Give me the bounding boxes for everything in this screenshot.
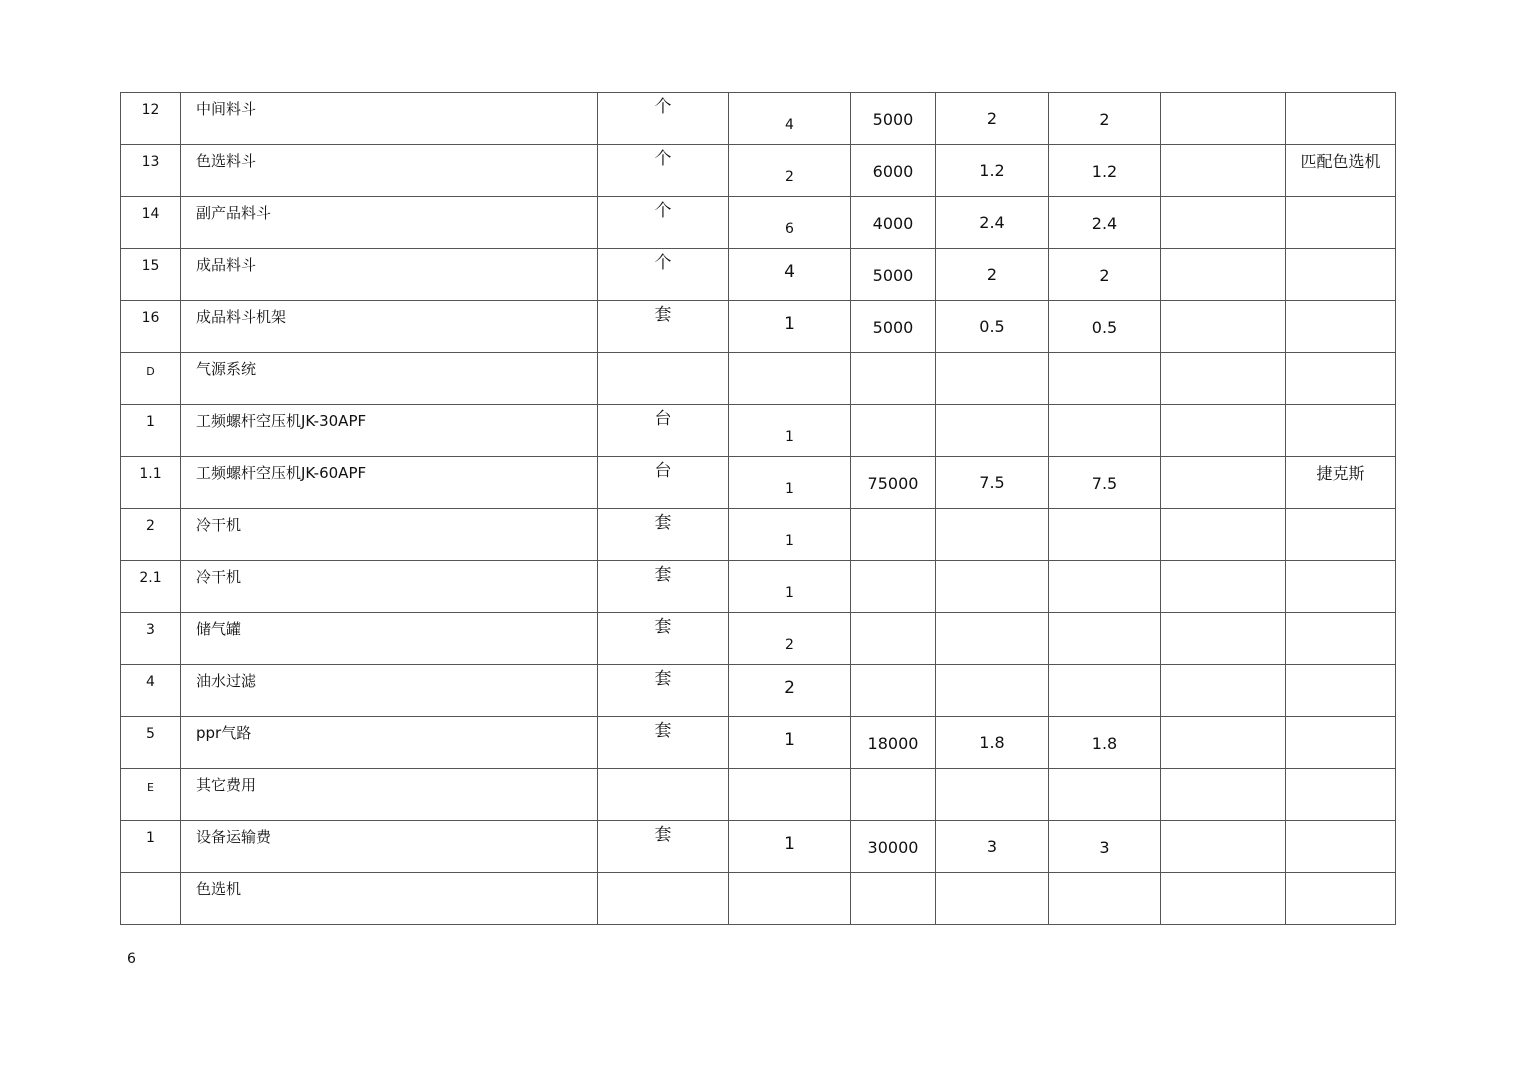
table-cell	[121, 561, 181, 613]
item-total: 2.4	[1091, 214, 1118, 233]
item-quantity: 4	[784, 262, 795, 282]
table-cell	[1161, 873, 1286, 925]
item-remark: 匹配色选机	[1300, 152, 1381, 171]
table-cell	[1049, 561, 1161, 613]
table-cell	[729, 821, 851, 873]
table-cell	[1049, 769, 1161, 821]
item-quantity: 1	[785, 533, 794, 549]
table-cell	[851, 197, 936, 249]
table-cell	[181, 145, 598, 197]
item-total: 3	[1099, 838, 1110, 857]
equipment-table	[120, 92, 1396, 925]
row-number: 4	[146, 674, 155, 690]
table-cell	[936, 197, 1049, 249]
row-number: 5	[146, 726, 155, 742]
item-unit: 个	[654, 149, 672, 169]
item-unit: 套	[654, 617, 672, 637]
table-cell	[1049, 145, 1161, 197]
item-unit-price: 5000	[872, 266, 914, 285]
item-name: 色选料斗	[196, 152, 257, 170]
table-cell	[851, 613, 936, 665]
item-total: 1.8	[1091, 734, 1118, 753]
table-cell	[936, 509, 1049, 561]
item-unit: 个	[654, 201, 672, 221]
table-cell	[1161, 509, 1286, 561]
table-cell	[121, 301, 181, 353]
row-number: 14	[141, 206, 160, 222]
table-row	[121, 145, 1396, 197]
item-unit-price: 6000	[872, 162, 914, 181]
table-cell	[851, 301, 936, 353]
item-unit-price: 5000	[872, 110, 914, 129]
table-cell	[936, 93, 1049, 145]
table-cell	[1161, 197, 1286, 249]
row-number: 1.1	[139, 466, 162, 482]
item-name: 冷干机	[196, 568, 242, 586]
table-cell	[936, 145, 1049, 197]
table-cell	[1161, 613, 1286, 665]
row-number: E	[147, 781, 154, 794]
table-cell	[121, 717, 181, 769]
item-amount: 3	[986, 837, 998, 856]
table-cell	[1286, 249, 1396, 301]
item-unit-price: 5000	[872, 318, 914, 337]
table-cell	[851, 249, 936, 301]
table-row	[121, 769, 1396, 821]
table-cell	[181, 249, 598, 301]
table-cell	[1049, 405, 1161, 457]
table-cell	[851, 509, 936, 561]
table-cell	[1286, 457, 1396, 509]
item-amount: 2	[986, 265, 998, 284]
item-name: 工频螺杆空压机JK-30APF	[196, 412, 367, 430]
table-cell	[121, 613, 181, 665]
table-cell	[181, 821, 598, 873]
item-quantity: 2	[785, 637, 794, 653]
table-cell	[851, 353, 936, 405]
item-quantity: 4	[785, 117, 794, 133]
item-amount: 1.2	[979, 161, 1005, 180]
item-total: 0.5	[1091, 318, 1118, 337]
table-cell	[181, 301, 598, 353]
item-quantity: 1	[785, 585, 794, 601]
table-cell	[1161, 769, 1286, 821]
table-cell	[598, 405, 729, 457]
table-row	[121, 405, 1396, 457]
table-cell	[598, 145, 729, 197]
table-cell	[1161, 665, 1286, 717]
table-cell	[936, 613, 1049, 665]
table-cell	[181, 405, 598, 457]
table-cell	[1161, 301, 1286, 353]
row-number: 12	[141, 102, 160, 118]
table-cell	[121, 197, 181, 249]
table-cell	[729, 665, 851, 717]
table-cell	[936, 457, 1049, 509]
item-unit: 个	[654, 253, 672, 273]
table-cell	[729, 873, 851, 925]
row-number: 2	[146, 518, 155, 534]
table-cell	[936, 821, 1049, 873]
table-cell	[851, 561, 936, 613]
table-cell	[851, 93, 936, 145]
table-cell	[1161, 93, 1286, 145]
table-cell	[181, 769, 598, 821]
table-cell	[851, 769, 936, 821]
item-unit-price: 75000	[867, 474, 919, 493]
table-cell	[598, 665, 729, 717]
table-cell	[1161, 249, 1286, 301]
table-cell	[1049, 457, 1161, 509]
item-name: ppr气路	[196, 724, 252, 742]
row-number: 2.1	[139, 570, 162, 586]
table-cell	[936, 353, 1049, 405]
row-number: 3	[146, 622, 155, 638]
table-cell	[1286, 613, 1396, 665]
item-name: 设备运输费	[196, 828, 272, 846]
item-quantity: 2	[784, 678, 795, 698]
table-cell	[121, 509, 181, 561]
table-cell	[1049, 613, 1161, 665]
table-cell	[598, 249, 729, 301]
table-cell	[598, 197, 729, 249]
table-cell	[851, 821, 936, 873]
table-cell	[181, 197, 598, 249]
row-number: 16	[141, 310, 160, 326]
item-amount: 0.5	[979, 317, 1005, 336]
table-cell	[1286, 561, 1396, 613]
row-number: 15	[141, 258, 160, 274]
item-unit: 个	[654, 97, 672, 117]
table-cell	[598, 613, 729, 665]
table-cell	[851, 717, 936, 769]
item-amount: 2	[986, 109, 998, 128]
table-cell	[181, 665, 598, 717]
table-cell	[121, 93, 181, 145]
table-row	[121, 93, 1396, 145]
table-cell	[1049, 509, 1161, 561]
table-cell	[1286, 405, 1396, 457]
table-cell	[181, 561, 598, 613]
page-number: 6	[127, 951, 136, 967]
table-cell	[181, 353, 598, 405]
table-cell	[729, 249, 851, 301]
item-quantity: 6	[785, 221, 794, 237]
item-name: 成品料斗机架	[196, 308, 287, 326]
table-cell	[121, 457, 181, 509]
table-cell	[1161, 405, 1286, 457]
table-cell	[121, 873, 181, 925]
table-cell	[1286, 197, 1396, 249]
item-name: 副产品料斗	[196, 204, 272, 222]
table-row	[121, 249, 1396, 301]
item-unit-price: 4000	[872, 214, 914, 233]
table-cell	[729, 717, 851, 769]
item-name: 储气罐	[196, 620, 242, 638]
table-cell	[851, 665, 936, 717]
table-row	[121, 353, 1396, 405]
table-cell	[1049, 249, 1161, 301]
item-unit: 套	[654, 305, 672, 325]
table-row	[121, 197, 1396, 249]
table-cell	[121, 769, 181, 821]
table-cell	[729, 613, 851, 665]
table-cell	[1286, 353, 1396, 405]
table-cell	[851, 457, 936, 509]
row-number: 13	[141, 154, 160, 170]
item-name: 油水过滤	[196, 672, 257, 690]
item-unit: 套	[654, 669, 672, 689]
table-cell	[598, 561, 729, 613]
table-cell	[936, 301, 1049, 353]
row-number: 1	[146, 830, 155, 846]
table-cell	[121, 405, 181, 457]
item-unit: 台	[654, 461, 672, 481]
table-cell	[598, 457, 729, 509]
table-cell	[1049, 353, 1161, 405]
table-cell	[1049, 93, 1161, 145]
table-cell	[1286, 145, 1396, 197]
table-cell	[729, 353, 851, 405]
table-row	[121, 821, 1396, 873]
item-name: 工频螺杆空压机JK-60APF	[196, 464, 367, 482]
table-cell	[598, 353, 729, 405]
table-row	[121, 301, 1396, 353]
item-name: 气源系统	[196, 360, 257, 378]
table-cell	[1161, 353, 1286, 405]
item-unit: 套	[654, 513, 672, 533]
table-cell	[598, 769, 729, 821]
item-name: 冷干机	[196, 516, 242, 534]
table-cell	[1049, 821, 1161, 873]
item-unit-price: 30000	[867, 838, 919, 857]
table-cell	[851, 145, 936, 197]
table-cell	[598, 301, 729, 353]
table-cell	[121, 821, 181, 873]
item-name: 其它费用	[196, 776, 257, 794]
table-cell	[181, 613, 598, 665]
row-number: 1	[146, 414, 155, 430]
table-cell	[851, 873, 936, 925]
table-cell	[936, 769, 1049, 821]
table-cell	[181, 509, 598, 561]
table-cell	[729, 197, 851, 249]
table-cell	[729, 561, 851, 613]
item-total: 1.2	[1091, 162, 1118, 181]
table-cell	[936, 561, 1049, 613]
table-cell	[121, 145, 181, 197]
table-cell	[936, 665, 1049, 717]
item-quantity: 1	[785, 481, 794, 497]
item-amount: 7.5	[979, 473, 1005, 492]
item-total: 7.5	[1091, 474, 1118, 493]
item-unit: 套	[654, 825, 672, 845]
table-cell	[598, 821, 729, 873]
item-quantity: 2	[785, 169, 794, 185]
item-unit: 套	[654, 721, 672, 741]
table-row	[121, 561, 1396, 613]
item-name: 色选机	[196, 880, 242, 898]
item-quantity: 1	[784, 834, 795, 854]
table-cell	[1286, 665, 1396, 717]
table-cell	[1049, 665, 1161, 717]
item-unit-price: 18000	[867, 734, 919, 753]
table-cell	[598, 873, 729, 925]
table-cell	[729, 93, 851, 145]
table-cell	[1286, 873, 1396, 925]
item-quantity: 1	[784, 314, 795, 334]
table-cell	[1049, 301, 1161, 353]
table-row	[121, 509, 1396, 561]
row-number: D	[146, 365, 155, 378]
table-cell	[729, 769, 851, 821]
table-cell	[936, 249, 1049, 301]
table-cell	[1286, 769, 1396, 821]
item-name: 成品料斗	[196, 256, 257, 274]
table-cell	[1049, 873, 1161, 925]
table-cell	[181, 93, 598, 145]
table-cell	[1286, 93, 1396, 145]
table-cell	[181, 717, 598, 769]
table-cell	[1286, 509, 1396, 561]
table-cell	[729, 509, 851, 561]
table-cell	[181, 457, 598, 509]
item-amount: 1.8	[979, 733, 1005, 752]
table-cell	[1049, 197, 1161, 249]
table-body	[121, 93, 1396, 925]
table-cell	[121, 665, 181, 717]
item-quantity: 1	[784, 730, 795, 750]
table-cell	[936, 405, 1049, 457]
table-cell	[121, 353, 181, 405]
item-total: 2	[1099, 266, 1110, 285]
table-row	[121, 717, 1396, 769]
item-quantity: 1	[785, 429, 794, 445]
table-row	[121, 613, 1396, 665]
item-unit: 台	[654, 409, 672, 429]
item-total: 2	[1099, 110, 1110, 129]
table-cell	[181, 873, 598, 925]
table-cell	[598, 717, 729, 769]
table-cell	[936, 717, 1049, 769]
table-row	[121, 873, 1396, 925]
table-cell	[598, 509, 729, 561]
table-cell	[729, 457, 851, 509]
table-row	[121, 665, 1396, 717]
table-cell	[851, 405, 936, 457]
table-cell	[1286, 821, 1396, 873]
item-amount: 2.4	[979, 213, 1005, 232]
table-cell	[729, 405, 851, 457]
table-cell	[1161, 821, 1286, 873]
table-cell	[1161, 145, 1286, 197]
item-remark: 捷克斯	[1316, 464, 1365, 483]
item-unit: 套	[654, 565, 672, 585]
table-row	[121, 457, 1396, 509]
item-name: 中间料斗	[196, 100, 257, 118]
table-cell	[1161, 457, 1286, 509]
table-cell	[1286, 301, 1396, 353]
table-cell	[729, 301, 851, 353]
table-cell	[1161, 717, 1286, 769]
table-cell	[1286, 717, 1396, 769]
table-cell	[121, 249, 181, 301]
table-cell	[1161, 561, 1286, 613]
table-cell	[598, 93, 729, 145]
table-cell	[936, 873, 1049, 925]
table-cell	[729, 145, 851, 197]
table-cell	[1049, 717, 1161, 769]
